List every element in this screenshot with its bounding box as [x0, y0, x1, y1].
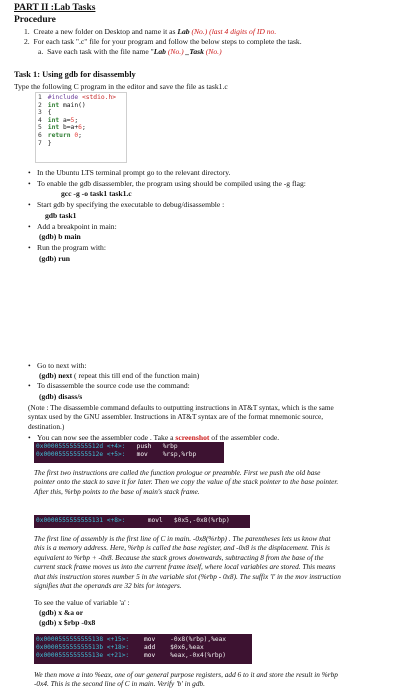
- cmd-disass: (gdb) disass/s: [39, 392, 83, 401]
- step-2a-hint: (No.): [165, 47, 186, 56]
- step-1-lab: Lab: [177, 27, 190, 36]
- code-line: 4 int a=5;: [38, 116, 79, 124]
- movl-paragraph: The first line of assembly is the first line of C in main. -0x8(%rbp) . The parentheses lets us know that this is a memory address. Here, %rbp is called the base register, and -0x8 is the displacement. This is equivalent to %rbp + -0x8. Because the stack grows downwards, subtracting 8 from the base of the current stack frame moves us into the current frame itself, where local variables are stored. This means that this instruction stores number 5 in the variable slot (%rbp - 0x8). The suffix 'l' in the mov instruction signifies that the operands are 32 bits for integers.: [34, 534, 341, 591]
- step-2a-lab: Lab: [153, 47, 166, 56]
- note-block: (Note : The disassemble command defaults to outputting instructions in AT&T syntax, which is the same syntax used by the GNU assembler. Instructions in AT&T syntax are of the format mnemonic source, destination.): [28, 403, 334, 431]
- cmd-run: (gdb) run: [39, 254, 71, 263]
- bullet-8: • You can now see the assembler code . Take a screenshot of the assembler code.: [28, 433, 280, 442]
- cmd-gcc: gcc -g -o task1 task1.c: [61, 189, 132, 198]
- cmd-x-a: (gdb) x &a or: [39, 608, 84, 617]
- code-line: 7 }: [38, 139, 52, 147]
- asm-line: 0x000055555555512d <+4>: push %rbp: [36, 443, 178, 450]
- code-line: 3 {: [38, 109, 52, 117]
- cmd-gdb: gdb task1: [45, 211, 77, 220]
- see-variable-text: To see the value of variable 'a' :: [34, 598, 130, 607]
- prologue-paragraph: The first two instructions are called the function prologue or preamble. First we push the old base pointer onto the stack to save it for later. Then we copy the value of the stack pointer to the base pointer. After this, %rbp points to the base of main's stack frame.: [34, 468, 339, 496]
- terminal-add: [34, 634, 252, 664]
- bullet-5: • Run the program with:: [28, 243, 106, 252]
- code-line: 6 return 0;: [38, 131, 82, 139]
- bullet-7: • To disassemble the source code use the command:: [28, 381, 190, 390]
- cmd-next: (gdb) next ( repeat this till end of the function main): [39, 371, 200, 380]
- task1-title: Task 1: Using gdb for disassembly: [14, 70, 136, 79]
- add-paragraph: We then move a into %eax, one of our general purpose registers, add 6 to it and store the result in %rbp -0x4. This is the second line of C in main. Verify 'b' in gdb.: [34, 670, 338, 689]
- step-1-text: Create a new folder on Desktop and name it as: [33, 27, 178, 36]
- cmd-x-rbp: (gdb) x $rbp -0x8: [39, 618, 96, 627]
- asm-line: 0x000055555555513e <+21>: mov %eax,-0x4(%rbp): [36, 651, 227, 659]
- asm-line: 0x000055555555513b <+18>: add $0x6,%eax: [36, 643, 204, 651]
- code-line: 5 int b=a+6;: [38, 124, 86, 132]
- asm-line: 0x0000555555555138 <+15>: mov -0x8(%rbp),%eax: [36, 636, 227, 643]
- code-line: 1 #include <stdio.h>: [38, 94, 117, 101]
- bullet-2: • To enable the gdb disassembler, the program using should be compiled using the -g flag:: [28, 179, 306, 188]
- code-editor: [35, 92, 127, 163]
- terminal-prologue: [34, 442, 224, 463]
- cmd-break: (gdb) b main: [39, 232, 81, 241]
- step-2: 2. For each task ".c" file for your program and follow the below steps to complete the task.: [24, 37, 302, 46]
- bullet-1: • In the Ubuntu LTS terminal prompt go to the relevant directory.: [28, 168, 231, 177]
- step-2-text: For each task ".c" file for your program and follow the below steps to complete the task.: [33, 37, 302, 46]
- procedure-heading: Procedure: [14, 15, 56, 25]
- part-title: PART II :Lab Tasks: [14, 3, 96, 13]
- bullet-3: • Start gdb by specifying the executable to debug/disassemble :: [28, 200, 225, 209]
- terminal-movl: 0x0000555555555131 <+8>: movl $0x5,-0x8(%rbp): [34, 515, 250, 528]
- step-2a-end: (No.): [203, 47, 222, 56]
- step-2a-task: _Task: [185, 47, 204, 56]
- bullet-6: • Go to next with:: [28, 361, 87, 370]
- task1-intro: Type the following C program in the editor and save the file as task1.c: [14, 82, 228, 91]
- code-line: 2 int main(): [38, 101, 86, 109]
- step-2a-text: Save each task with the file name ": [47, 47, 154, 56]
- asm-line: 0x000055555555512e <+5>: mov %rsp,%rbp: [36, 450, 197, 458]
- step-1: 1. Create a new folder on Desktop and name it as Lab (No.) (last 4 digits of ID no.: [24, 27, 277, 36]
- step-1-hint: (No.) (last 4 digits of ID no.: [189, 27, 277, 36]
- step-2a: a. Save each task with the file name "Lab (No.) _Task (No.): [38, 47, 222, 56]
- bullet-4: • Add a breakpoint in main:: [28, 222, 117, 231]
